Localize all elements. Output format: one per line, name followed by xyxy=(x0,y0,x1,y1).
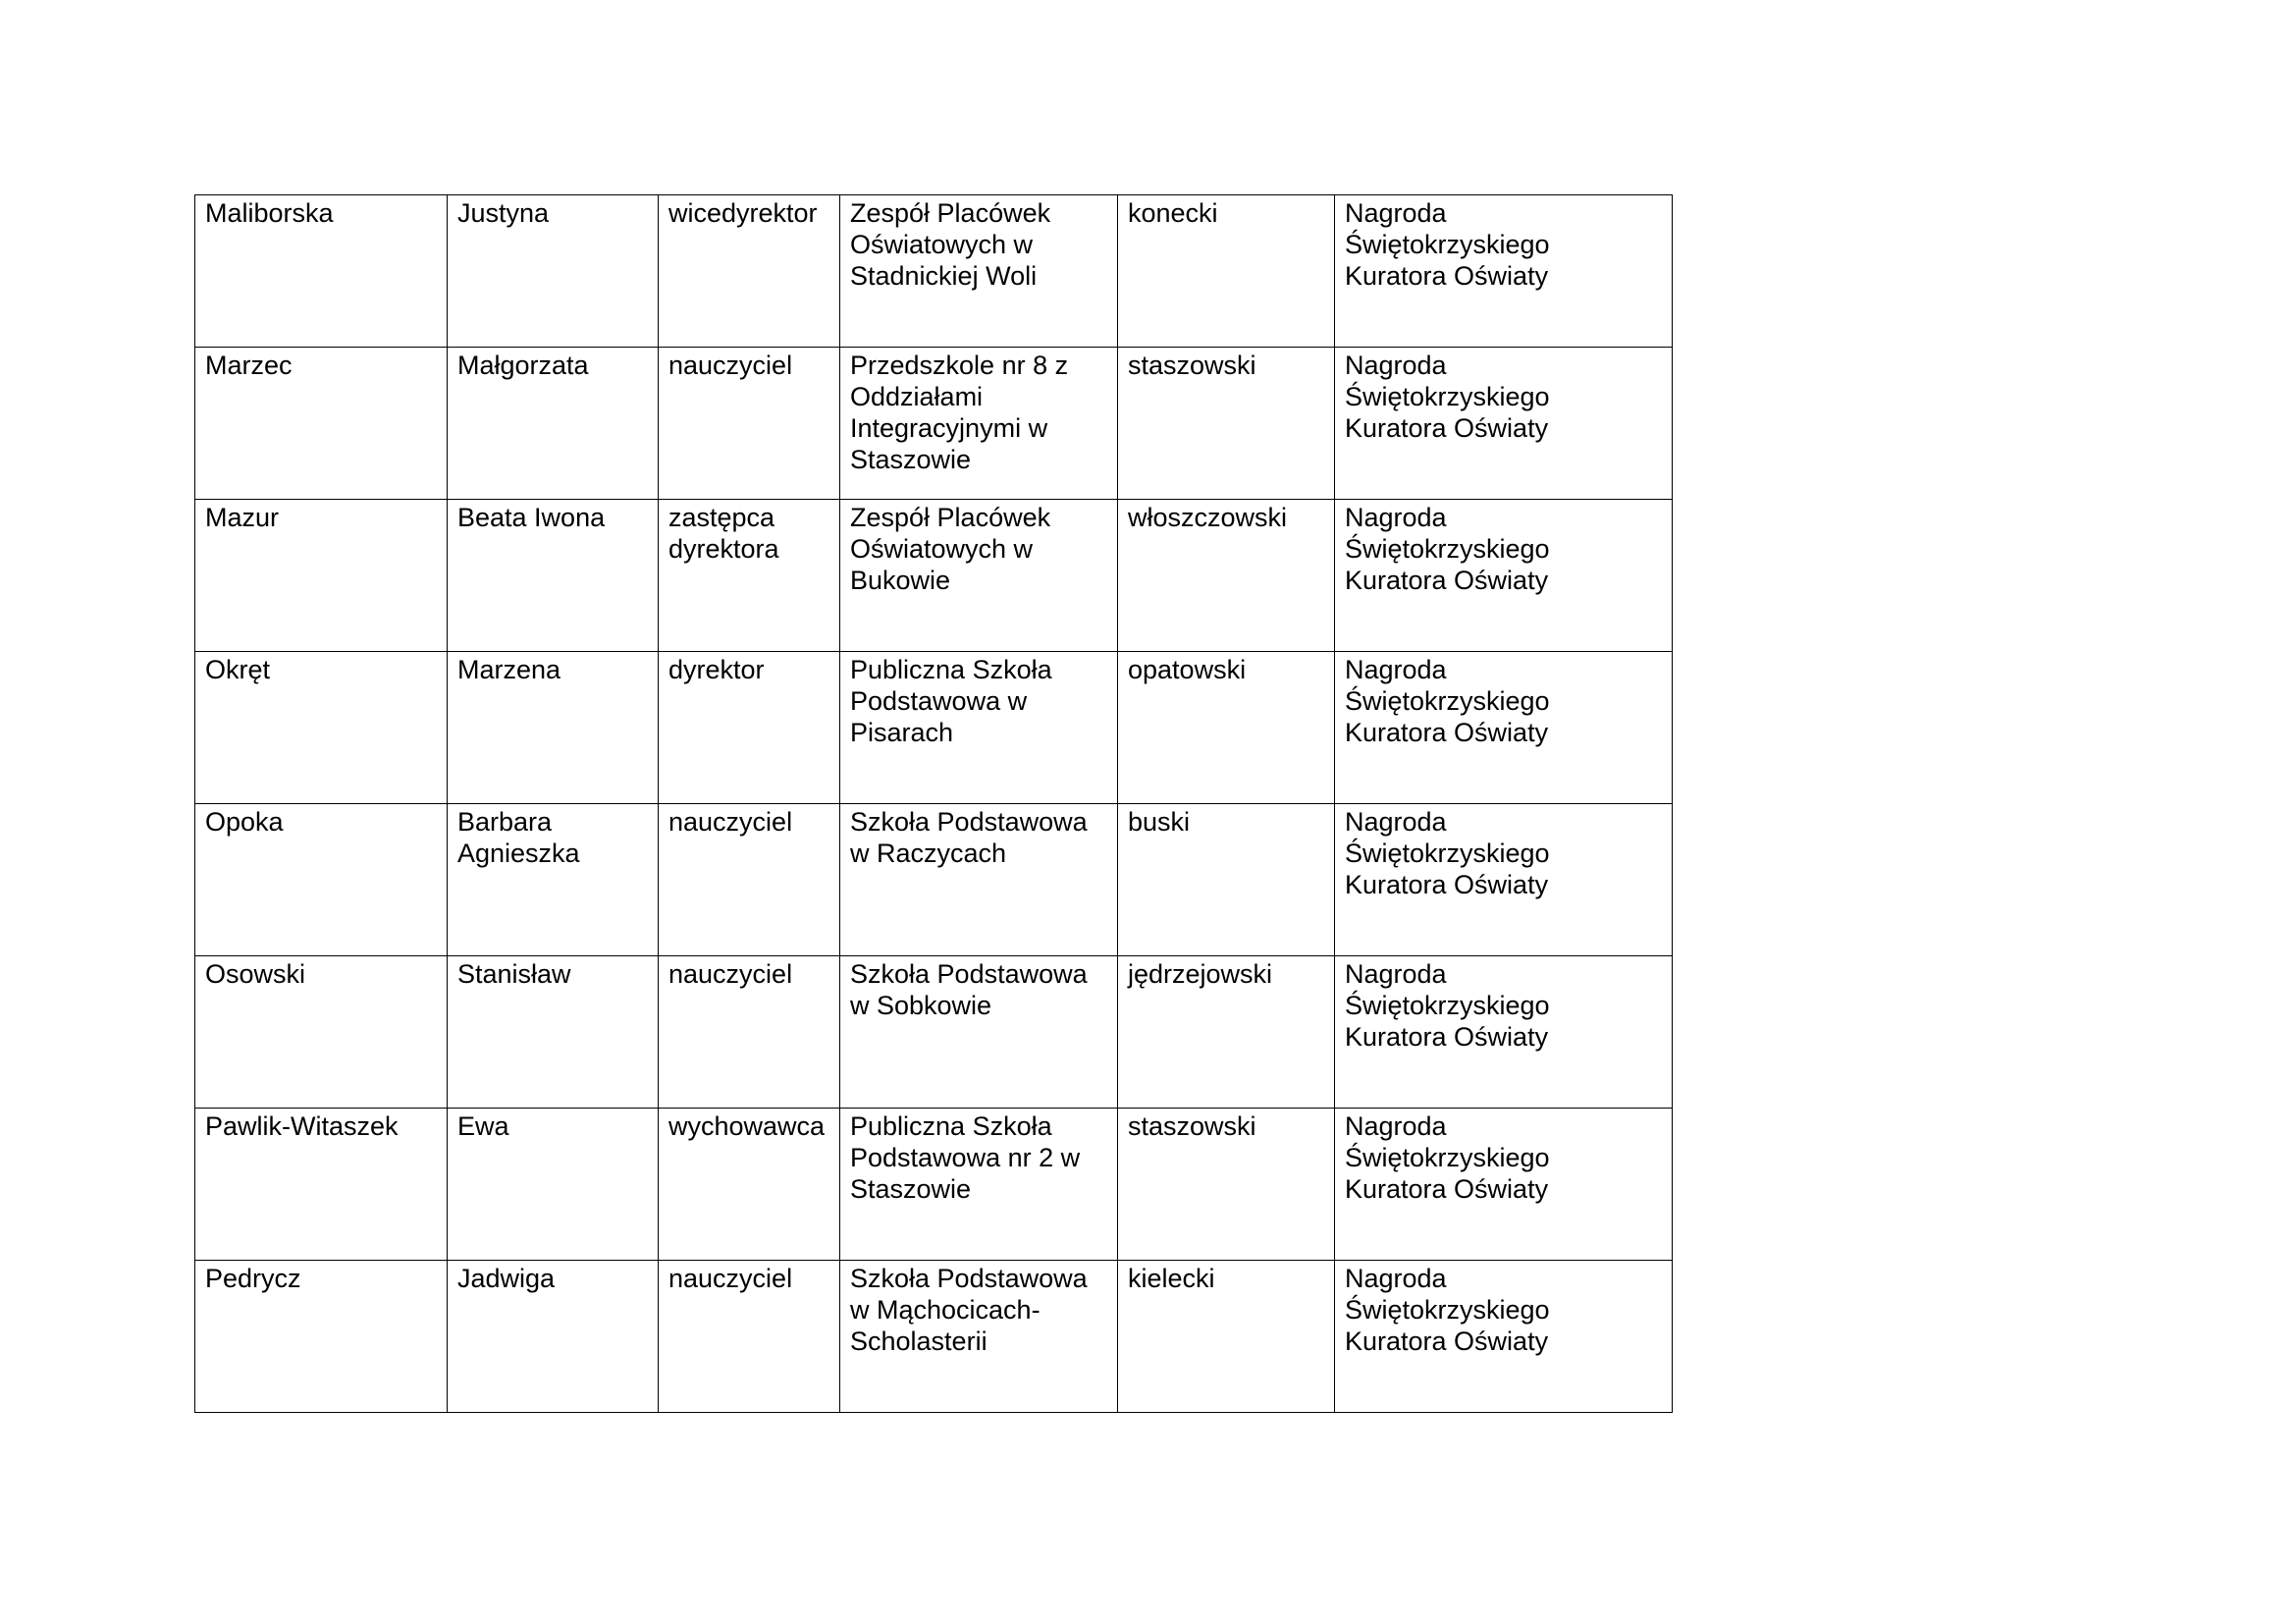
award-cell xyxy=(1335,652,1673,804)
school-cell-line: w Raczycach xyxy=(850,839,1007,868)
table-row xyxy=(195,500,1673,652)
award-cell-line: Świętokrzyskiego xyxy=(1345,839,1550,868)
award-cell-line: Świętokrzyskiego xyxy=(1345,1143,1550,1172)
school-cell-line: w Mąchocicach- xyxy=(850,1295,1041,1325)
school-cell-line: Zespół Placówek xyxy=(850,198,1051,228)
surname-cell-text: Opoka xyxy=(205,807,284,837)
first-name-cell xyxy=(448,348,659,500)
position-cell xyxy=(659,1109,840,1261)
position-cell xyxy=(659,1261,840,1413)
surname-cell xyxy=(195,348,448,500)
county-cell xyxy=(1118,1261,1335,1413)
award-cell-line: Kuratora Oświaty xyxy=(1345,1022,1549,1052)
school-cell-line: Integracyjnymi w xyxy=(850,413,1048,443)
school-cell xyxy=(840,1109,1118,1261)
school-cell-line: Podstawowa nr 2 w xyxy=(850,1143,1081,1172)
school-cell-line: Podstawowa w xyxy=(850,686,1028,716)
award-cell-line: Nagroda xyxy=(1345,959,1447,989)
first-name-cell xyxy=(448,195,659,348)
award-cell-line: Świętokrzyskiego xyxy=(1345,382,1550,411)
table-row xyxy=(195,348,1673,500)
surname-cell xyxy=(195,652,448,804)
first-name-cell xyxy=(448,1109,659,1261)
award-cell xyxy=(1335,1261,1673,1413)
award-cell xyxy=(1335,804,1673,956)
position-cell xyxy=(659,500,840,652)
county-cell-text: jędrzejowski xyxy=(1128,959,1273,989)
table-body xyxy=(195,195,1673,1413)
county-cell xyxy=(1118,195,1335,348)
school-cell-line: Oddziałami xyxy=(850,382,984,411)
first-name-cell-text: Małgorzata xyxy=(457,351,589,380)
award-cell-line: Kuratora Oświaty xyxy=(1345,566,1549,595)
first-name-cell-line: Agnieszka xyxy=(457,839,580,868)
surname-cell-text: Pawlik-Witaszek xyxy=(205,1111,399,1141)
surname-cell xyxy=(195,804,448,956)
award-cell-line: Kuratora Oświaty xyxy=(1345,261,1549,291)
school-cell xyxy=(840,1261,1118,1413)
surname-cell xyxy=(195,195,448,348)
award-cell-line: Świętokrzyskiego xyxy=(1345,991,1550,1020)
position-cell xyxy=(659,652,840,804)
award-cell-line: Świętokrzyskiego xyxy=(1345,686,1550,716)
first-name-cell-text: Beata Iwona xyxy=(457,503,606,532)
award-cell-line: Kuratora Oświaty xyxy=(1345,1174,1549,1204)
school-cell xyxy=(840,348,1118,500)
position-cell-text: nauczyciel xyxy=(668,959,793,989)
award-cell-line: Świętokrzyskiego xyxy=(1345,1295,1550,1325)
position-cell-text: nauczyciel xyxy=(668,807,793,837)
school-cell-line: Staszowie xyxy=(850,445,972,474)
award-cell xyxy=(1335,348,1673,500)
award-cell xyxy=(1335,500,1673,652)
school-cell xyxy=(840,195,1118,348)
county-cell xyxy=(1118,348,1335,500)
school-cell xyxy=(840,500,1118,652)
county-cell-text: staszowski xyxy=(1128,1111,1256,1141)
first-name-cell xyxy=(448,956,659,1109)
award-cell-line: Nagroda xyxy=(1345,655,1447,684)
first-name-cell xyxy=(448,804,659,956)
county-cell xyxy=(1118,500,1335,652)
school-cell-line: Oświatowych w xyxy=(850,230,1034,259)
surname-cell xyxy=(195,1109,448,1261)
school-cell-line: Szkoła Podstawowa xyxy=(850,959,1088,989)
award-cell-line: Nagroda xyxy=(1345,1111,1447,1141)
position-cell-line: dyrektora xyxy=(668,534,779,564)
surname-cell-text: Marzec xyxy=(205,351,293,380)
award-cell-line: Świętokrzyskiego xyxy=(1345,230,1550,259)
table-row xyxy=(195,1109,1673,1261)
award-cell xyxy=(1335,956,1673,1109)
first-name-cell-text: Ewa xyxy=(457,1111,509,1141)
first-name-cell-text: Jadwiga xyxy=(457,1264,556,1293)
position-cell-line: zastępca xyxy=(668,503,775,532)
school-cell xyxy=(840,956,1118,1109)
surname-cell xyxy=(195,1261,448,1413)
position-cell-text: dyrektor xyxy=(668,655,765,684)
county-cell-text: włoszczowski xyxy=(1128,503,1288,532)
award-cell-line: Nagroda xyxy=(1345,807,1447,837)
award-cell-line: Nagroda xyxy=(1345,198,1447,228)
position-cell xyxy=(659,195,840,348)
award-cell-line: Kuratora Oświaty xyxy=(1345,870,1549,899)
first-name-cell-text: Marzena xyxy=(457,655,561,684)
school-cell-line: Publiczna Szkoła xyxy=(850,1111,1052,1141)
school-cell xyxy=(840,652,1118,804)
table-row xyxy=(195,1261,1673,1413)
award-cell-line: Nagroda xyxy=(1345,351,1447,380)
county-cell xyxy=(1118,956,1335,1109)
table-row xyxy=(195,956,1673,1109)
county-cell-text: buski xyxy=(1128,807,1191,837)
surname-cell-text: Osowski xyxy=(205,959,306,989)
surname-cell-text: Pedrycz xyxy=(205,1264,301,1293)
county-cell xyxy=(1118,804,1335,956)
school-cell-line: Pisarach xyxy=(850,718,954,747)
table-row xyxy=(195,804,1673,956)
surname-cell xyxy=(195,500,448,652)
position-cell xyxy=(659,804,840,956)
first-name-cell-text: Justyna xyxy=(457,198,550,228)
awards-table xyxy=(194,194,1673,1413)
award-cell-line: Kuratora Oświaty xyxy=(1345,1326,1549,1356)
award-cell xyxy=(1335,195,1673,348)
award-cell-line: Kuratora Oświaty xyxy=(1345,718,1549,747)
first-name-cell xyxy=(448,500,659,652)
position-cell-text: nauczyciel xyxy=(668,1264,793,1293)
award-cell xyxy=(1335,1109,1673,1261)
first-name-cell xyxy=(448,1261,659,1413)
school-cell-line: w Sobkowie xyxy=(850,991,992,1020)
school-cell-line: Szkoła Podstawowa xyxy=(850,1264,1088,1293)
county-cell-text: opatowski xyxy=(1128,655,1247,684)
school-cell-line: Przedszkole nr 8 z xyxy=(850,351,1069,380)
county-cell-text: kielecki xyxy=(1128,1264,1215,1293)
surname-cell-text: Okręt xyxy=(205,655,271,684)
position-cell-text: nauczyciel xyxy=(668,351,793,380)
first-name-cell-text: Stanisław xyxy=(457,959,571,989)
surname-cell-text: Mazur xyxy=(205,503,280,532)
county-cell xyxy=(1118,1109,1335,1261)
first-name-cell-line: Barbara xyxy=(457,807,553,837)
county-cell-text: staszowski xyxy=(1128,351,1256,380)
position-cell-text: wicedyrektor xyxy=(668,198,818,228)
school-cell-line: Publiczna Szkoła xyxy=(850,655,1052,684)
county-cell xyxy=(1118,652,1335,804)
position-cell xyxy=(659,348,840,500)
award-cell-line: Świętokrzyskiego xyxy=(1345,534,1550,564)
school-cell-line: Zespół Placówek xyxy=(850,503,1051,532)
school-cell-line: Oświatowych w xyxy=(850,534,1034,564)
school-cell xyxy=(840,804,1118,956)
table-row xyxy=(195,652,1673,804)
school-cell-line: Staszowie xyxy=(850,1174,972,1204)
award-cell-line: Nagroda xyxy=(1345,1264,1447,1293)
school-cell-line: Bukowie xyxy=(850,566,951,595)
school-cell-line: Stadnickiej Woli xyxy=(850,261,1038,291)
county-cell-text: konecki xyxy=(1128,198,1218,228)
school-cell-line: Szkoła Podstawowa xyxy=(850,807,1088,837)
table-row xyxy=(195,195,1673,348)
award-cell-line: Nagroda xyxy=(1345,503,1447,532)
first-name-cell xyxy=(448,652,659,804)
school-cell-line: Scholasterii xyxy=(850,1326,988,1356)
award-cell-line: Kuratora Oświaty xyxy=(1345,413,1549,443)
position-cell xyxy=(659,956,840,1109)
surname-cell xyxy=(195,956,448,1109)
position-cell-text: wychowawca xyxy=(668,1111,826,1141)
surname-cell-text: Maliborska xyxy=(205,198,334,228)
